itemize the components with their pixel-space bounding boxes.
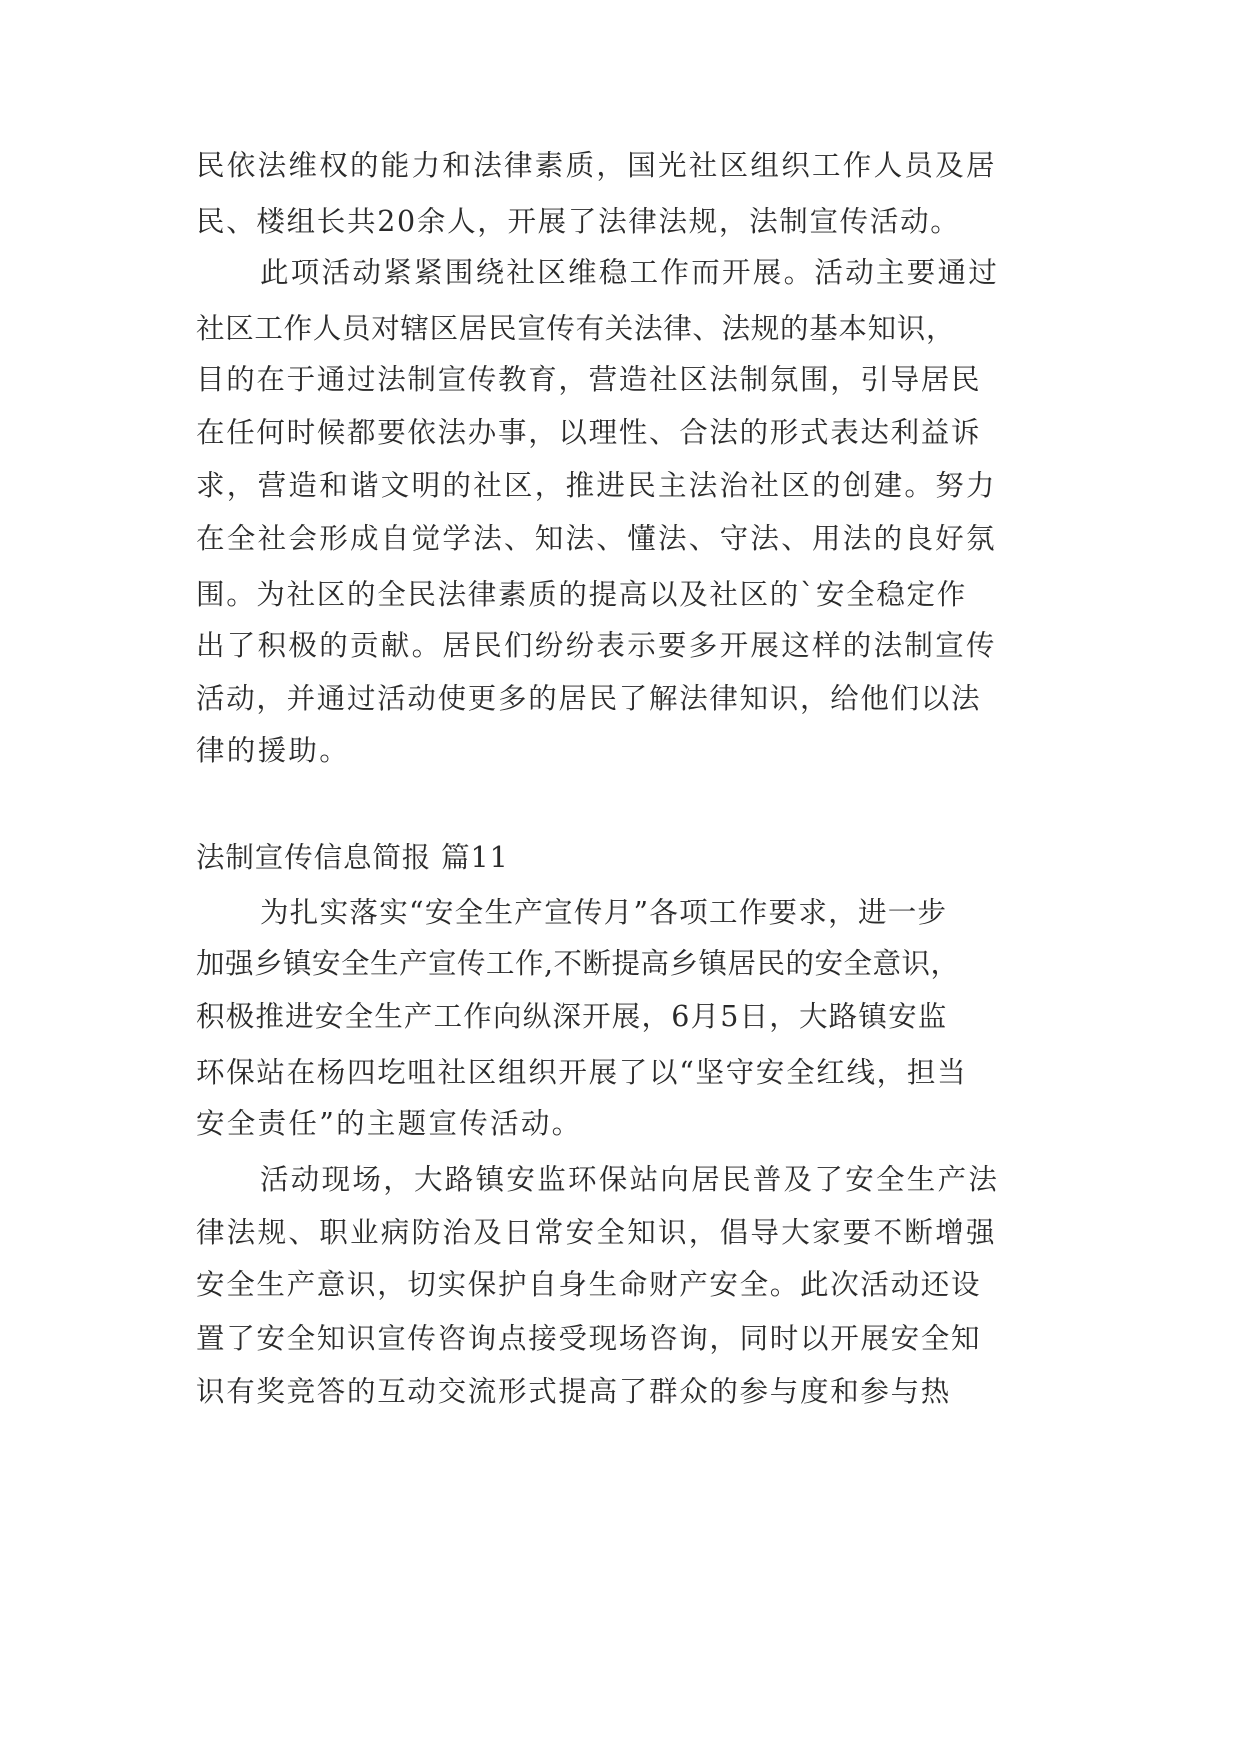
paragraph-line: 环保站在杨四圪咀社区组织开展了以“坚守安全红线，担当 <box>196 1056 968 1089</box>
paragraph-first-line: 活动现场，大路镇安监环保站向居民普及了安全生产法 <box>260 1163 1000 1196</box>
paragraph-line: 律的援助。 <box>196 734 351 767</box>
paragraph-line: 加强乡镇安全生产宣传工作,不断提高乡镇居民的安全意识， <box>196 947 960 980</box>
paragraph-line: 出了积极的贡献。居民们纷纷表示要多开展这样的法制宣传 <box>196 629 997 662</box>
paragraph-line: 安全生产意识，切实保护自身生命财产安全。此次活动还设 <box>196 1268 982 1301</box>
paragraph-line: 社区工作人员对辖区居民宣传有关法律、法规的基本知识， <box>196 312 956 345</box>
paragraph-line: 置了安全知识宣传咨询点接受现场咨询，同时以开展安全知 <box>196 1322 982 1355</box>
paragraph-line: 在全社会形成自觉学法、知法、懂法、守法、用法的良好氛 <box>196 522 997 555</box>
paragraph-first-line: 为扎实落实“安全生产宣传月”各项工作要求，进一步 <box>260 896 948 929</box>
paragraph-line: 活动，并通过活动使更多的居民了解法律知识，给他们以法 <box>196 682 982 715</box>
paragraph-line: 识有奖竞答的互动交流形式提高了群众的参与度和参与热 <box>196 1375 952 1408</box>
paragraph-line: 围。为社区的全民法律素质的提高以及社区的`安全稳定作 <box>196 578 967 611</box>
section-heading: 法制宣传信息简报 篇11 <box>196 841 509 874</box>
paragraph-line: 求，营造和谐文明的社区，推进民主法治社区的创建。努力 <box>196 469 997 502</box>
paragraph-first-line: 此项活动紧紧围绕社区维稳工作而开展。活动主要通过 <box>260 256 1000 289</box>
paragraph-line: 民、楼组长共20余人，开展了法律法规，法制宣传活动。 <box>196 205 961 238</box>
paragraph-line: 目的在于通过法制宣传教育，营造社区法制氛围，引导居民 <box>196 363 982 396</box>
paragraph-line: 在任何时候都要依法办事，以理性、合法的形式表达利益诉 <box>196 416 982 449</box>
paragraph-line: 律法规、职业病防治及日常安全知识，倡导大家要不断增强 <box>196 1216 997 1249</box>
paragraph-line: 安全责任”的主题宣传活动。 <box>196 1107 583 1140</box>
paragraph-line: 民依法维权的能力和法律素质，国光社区组织工作人员及居 <box>196 149 997 182</box>
paragraph-line: 积极推进安全生产工作向纵深开展，6月5日，大路镇安监 <box>196 1000 948 1033</box>
